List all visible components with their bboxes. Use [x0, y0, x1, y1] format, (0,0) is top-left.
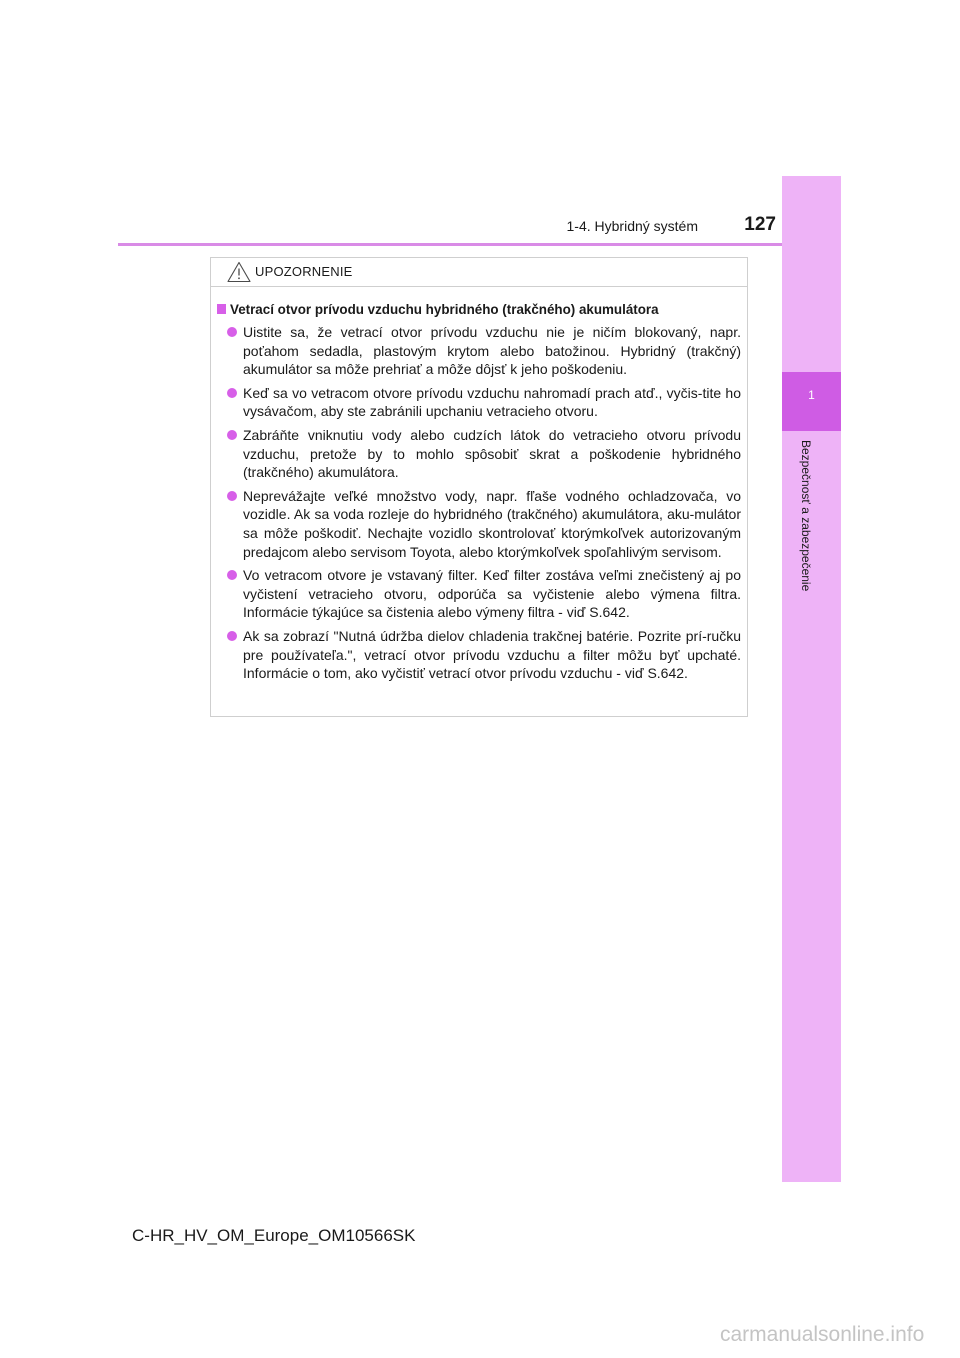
header-divider	[118, 243, 841, 246]
warning-item	[217, 566, 741, 622]
warning-item-text: Vo vetracom otvore je vstavaný filter. Keď filter zostáva veľmi znečistený aj po vyčistení vetracieho otvoru, odporúča sa vyčistenie alebo výmena filtra. Informácie týkajúce sa čistenia alebo výmeny filtra - viď S.642.	[243, 567, 741, 621]
section-header: 1-4. Hybridný systém	[566, 218, 698, 234]
warning-item	[217, 627, 741, 683]
warning-item-text: Uistite sa, že vetrací otvor prívodu vzduchu nie je ničím blokovaný, napr. poťahom sedadla, plastovým krytom alebo batožinou. Hybridný (trakčný) akumulátor sa môže prehriať a môže dôjsť k jeho poškodeniu.	[243, 324, 741, 378]
page-number: 127	[744, 214, 776, 235]
chapter-side-tab	[782, 176, 841, 1182]
dot-bullet-icon	[227, 570, 237, 580]
warning-body	[211, 287, 747, 683]
watermark: carmanualsonline.info	[720, 1323, 925, 1346]
chapter-label: Bezpečnosť a zabezpečenie	[799, 440, 813, 592]
warning-box	[210, 257, 748, 717]
warning-header	[211, 258, 747, 287]
document-code: C-HR_HV_OM_Europe_OM10566SK	[132, 1226, 416, 1245]
warning-section-title-text: Vetrací otvor prívodu vzduchu hybridného (trakčného) akumulátora	[230, 302, 659, 317]
warning-item-text: Zabráňte vniknutiu vody alebo cudzích látok do vetracieho otvoru prívodu vzduchu, pretože by to mohlo spôsobiť skrat a poškodenie hybridného (trakčného) akumulátora.	[243, 426, 741, 481]
warning-item	[217, 487, 741, 561]
dot-bullet-icon	[227, 430, 237, 440]
dot-bullet-icon	[227, 388, 237, 398]
dot-bullet-icon	[227, 327, 237, 337]
warning-heading: UPOZORNENIE	[255, 264, 353, 279]
warning-item	[217, 323, 741, 379]
square-bullet-icon	[217, 304, 226, 314]
warning-item	[217, 384, 741, 421]
warning-item-text: Keď sa vo vetracom otvore prívodu vzduchu nahromadí prach atď., vyčis-tite ho vysávačom, aby ste zabránili upchaniu vetracieho otvoru.	[243, 384, 741, 420]
dot-bullet-icon	[227, 491, 237, 501]
warning-section-title	[217, 301, 741, 318]
warning-item-text: Ak sa zobrazí "Nutná údržba dielov chladenia trakčnej batérie. Pozrite prí-ručku pre používateľa.", vetrací otvor prívodu vzduchu a filter môžu byť upchaté. Informácie o tom, ako vyčistiť vetrací otvor prívodu vzduchu - viď S.642.	[243, 627, 741, 682]
dot-bullet-icon	[227, 631, 237, 641]
warning-item-text: Neprevážajte veľké množstvo vody, napr. fľaše vodného ochladzovača, vo vozidle. Ak sa voda rozleje do hybridného (trakčného) akumulátora, aku-mulátor sa môže poškodiť. Nechajte vozidlo skontrolovať ktorýmkoľvek autorizovaným predajcom alebo servisom Toyota, alebo ktorýmkoľvek spoľahlivým servisom.	[243, 487, 741, 560]
chapter-number: 1	[808, 388, 815, 402]
warning-item	[217, 426, 741, 482]
warning-triangle-icon	[227, 261, 251, 283]
